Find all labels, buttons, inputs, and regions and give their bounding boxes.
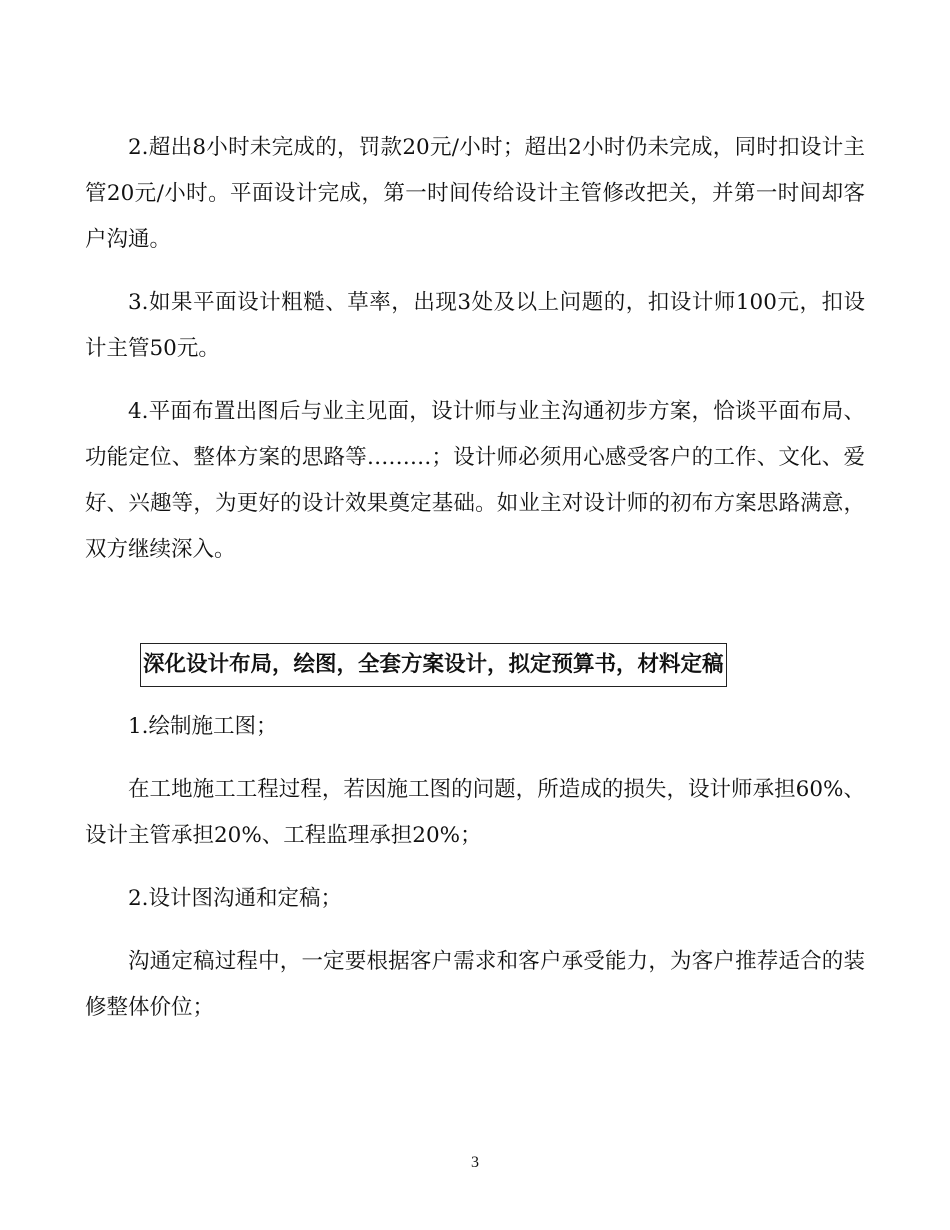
paragraph-gap xyxy=(85,687,865,704)
paragraph-rough-design-penalty: 3.如果平面设计粗糙、草率，出现3处及以上问题的，扣设计师100元，扣设计主管50元。 xyxy=(85,290,865,361)
paragraph-overtime-penalty: 2.超出8小时未完成的，罚款20元/小时；超出2小时仍未完成，同时扣设计主管20元/小时。平面设计完成，第一时间传给设计主管修改把关，并第一时间却客户沟通。 xyxy=(85,135,865,252)
paragraph-gap xyxy=(85,922,865,939)
paragraph-gap xyxy=(85,750,865,767)
section-heading: 深化设计布局，绘图，全套方案设计，拟定预算书，材料定稿 xyxy=(140,643,727,687)
paragraph-client-meeting: 4.平面布置出图后与业主见面，设计师与业主沟通初步方案，恰谈平面布局、功能定位、整体方案的思路等………；设计师必须用心感受客户的工作、文化、爱好、兴趣等，为更好的设计效果奠定基础。如业主对设计师的初布方案思路满意，双方继续深入。 xyxy=(85,399,865,562)
paragraph-gap xyxy=(85,263,865,280)
paragraph-budget-recommendation: 沟通定稿过程中，一定要根据客户需求和客户承受能力，为客户推荐适合的装修整体价位； xyxy=(85,949,865,1020)
paragraph-gap xyxy=(85,372,865,389)
paragraph-draw-construction: 1.绘制施工图； xyxy=(128,714,278,739)
paragraph-loss-responsibility: 在工地施工工程过程，若因施工图的问题，所造成的损失，设计师承担60%、设计主管承担20%、工程监理承担20%； xyxy=(85,777,865,848)
paragraph-finalize-design: 2.设计图沟通和定稿； xyxy=(128,886,343,911)
section-gap xyxy=(85,573,865,643)
paragraph-gap xyxy=(85,859,865,876)
document-page xyxy=(85,125,865,1031)
page-number: 3 xyxy=(471,1154,479,1171)
